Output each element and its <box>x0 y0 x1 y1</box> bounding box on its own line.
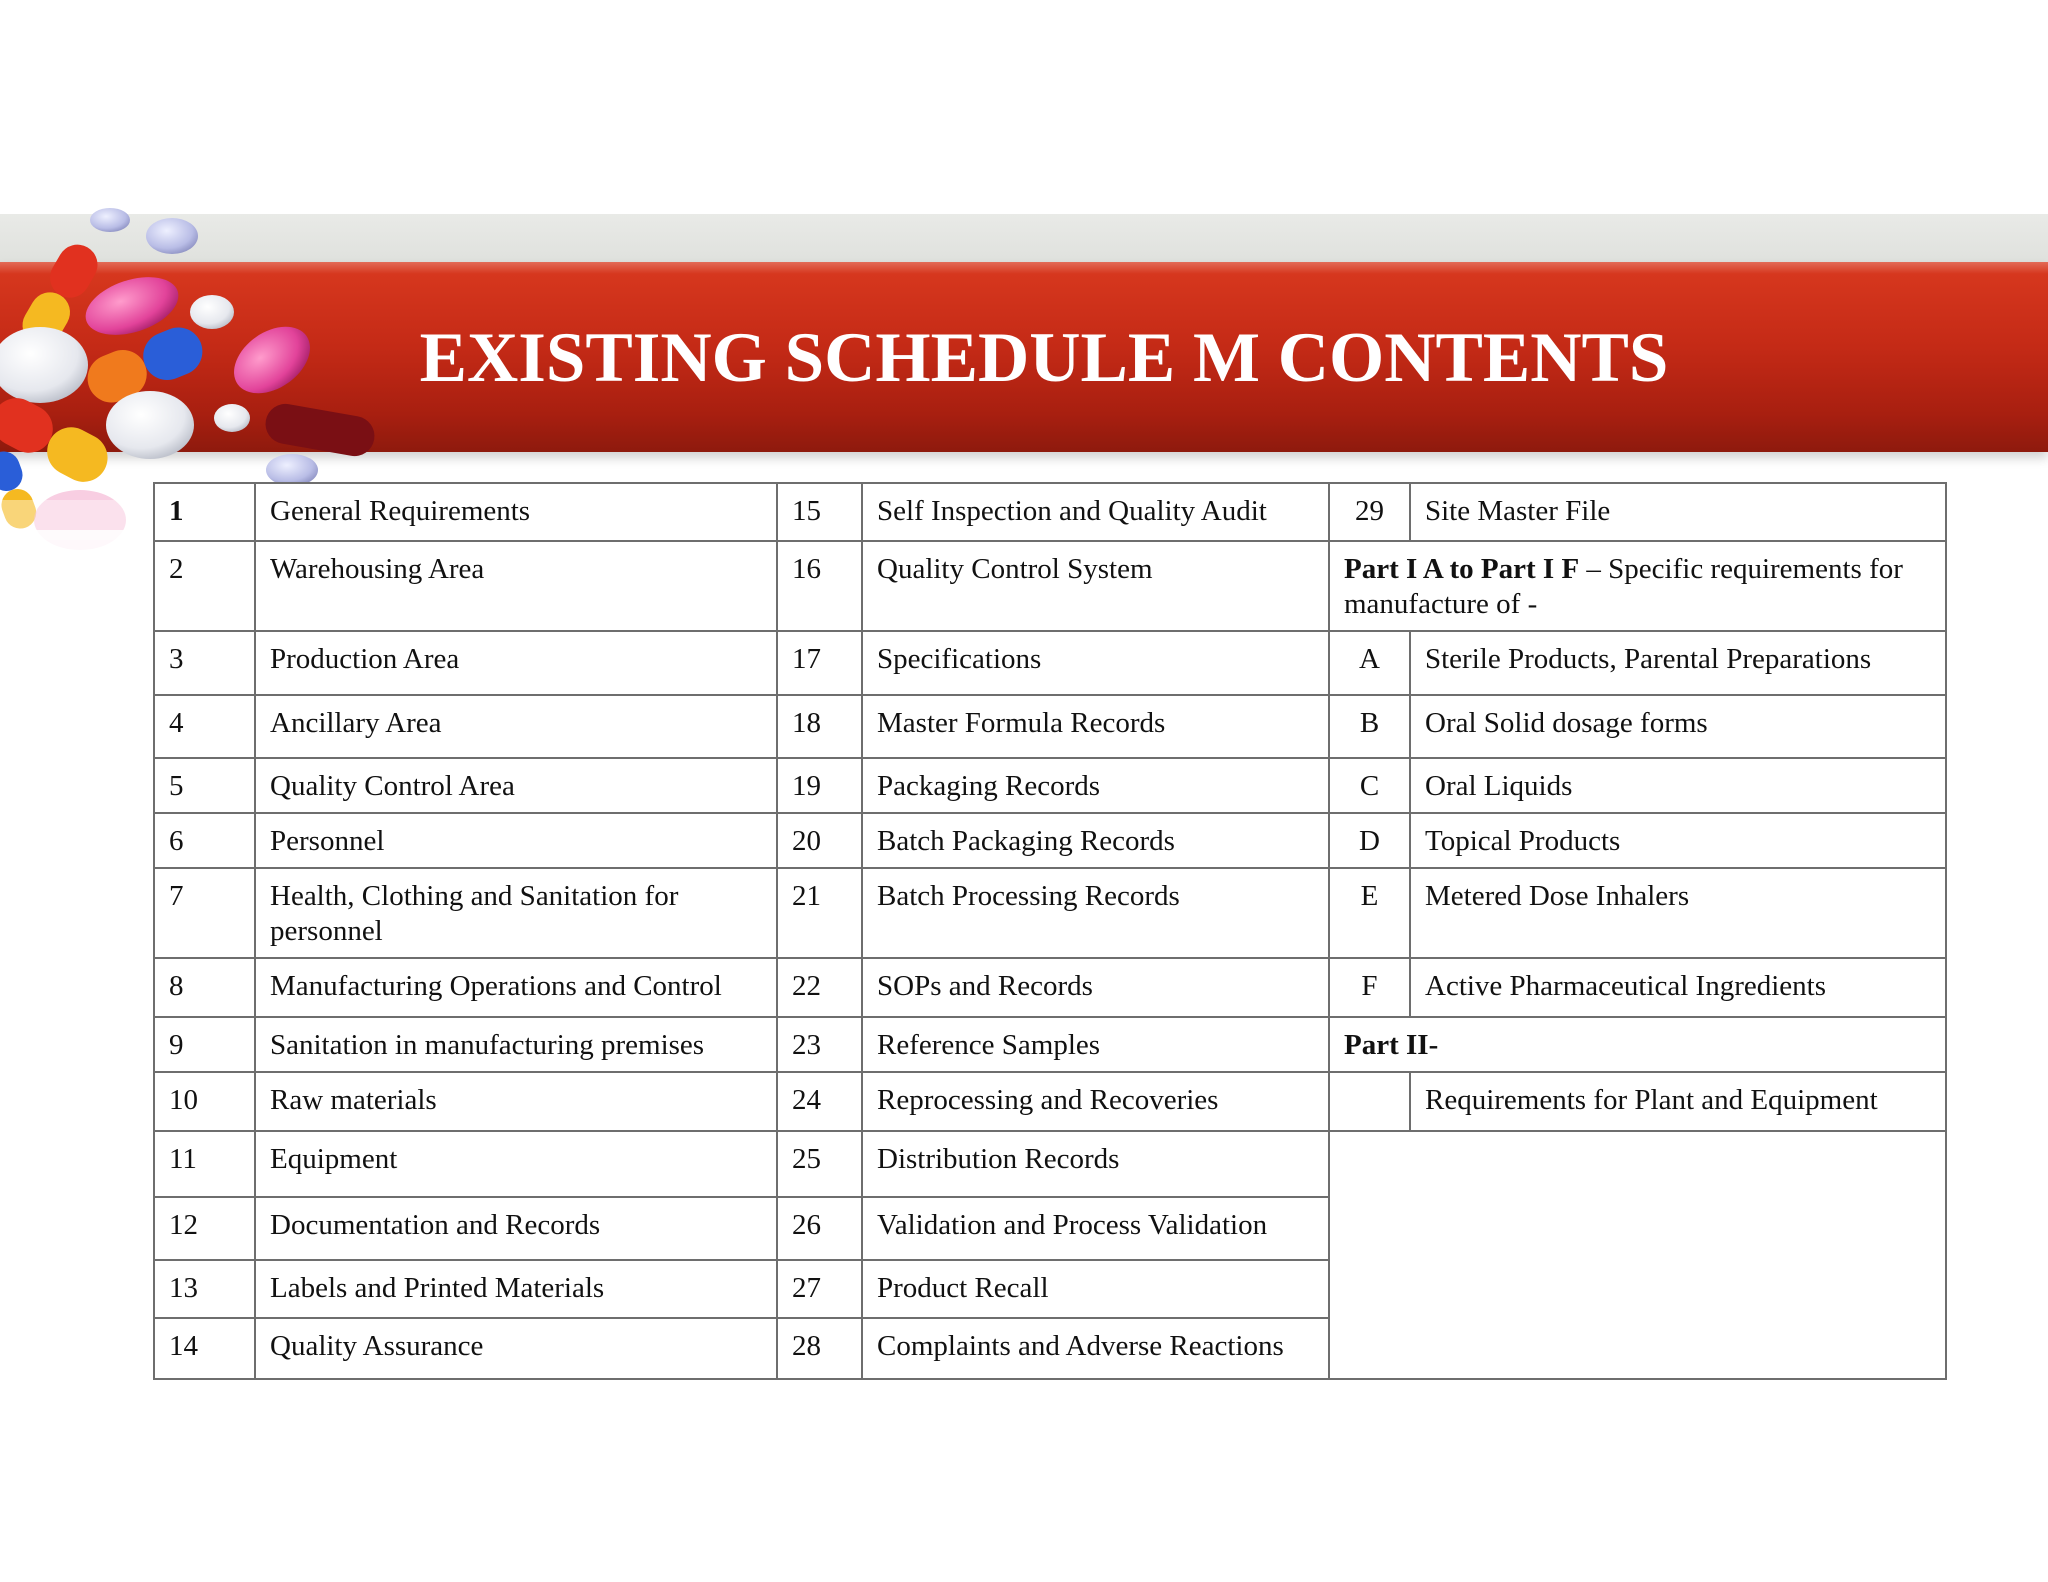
row-title: Specifications <box>862 631 1329 695</box>
row-number: 24 <box>777 1072 862 1131</box>
row-number: 5 <box>154 758 255 813</box>
part-letter: B <box>1329 695 1410 758</box>
part-one-heading-rest: – Specific requirements for manufacture of - <box>1344 553 1903 620</box>
table-row <box>154 1017 1946 1072</box>
row-title: SOPs and Records <box>862 958 1329 1017</box>
row-number: 6 <box>154 813 255 868</box>
row-title: Batch Processing Records <box>862 868 1329 958</box>
row-number: 25 <box>777 1131 862 1197</box>
table-row <box>154 1072 1946 1131</box>
row-number: 23 <box>777 1017 862 1072</box>
row-number: 13 <box>154 1260 255 1318</box>
row-number: 19 <box>777 758 862 813</box>
part-letter: F <box>1329 958 1410 1017</box>
row-number: 12 <box>154 1197 255 1260</box>
table-row <box>154 483 1946 541</box>
schedule-contents-table <box>153 482 1947 1380</box>
part-letter: C <box>1329 758 1410 813</box>
row-title: General Requirements <box>255 483 777 541</box>
row-number: 28 <box>777 1318 862 1379</box>
row-number: 21 <box>777 868 862 958</box>
row-number: 17 <box>777 631 862 695</box>
row-title: Equipment <box>255 1131 777 1197</box>
row-title: Reprocessing and Recoveries <box>862 1072 1329 1131</box>
row-title: Complaints and Adverse Reactions <box>862 1318 1329 1379</box>
row-number: 7 <box>154 868 255 958</box>
row-title: Batch Packaging Records <box>862 813 1329 868</box>
row-title: Manufacturing Operations and Control <box>255 958 777 1017</box>
part-letter: E <box>1329 868 1410 958</box>
row-title: Self Inspection and Quality Audit <box>862 483 1329 541</box>
row-title: Distribution Records <box>862 1131 1329 1197</box>
row-number: 27 <box>777 1260 862 1318</box>
row-number: 9 <box>154 1017 255 1072</box>
row-title: Raw materials <box>255 1072 777 1131</box>
row-title: Site Master File <box>1410 483 1946 541</box>
row-title: Sanitation in manufacturing premises <box>255 1017 777 1072</box>
row-number: 20 <box>777 813 862 868</box>
row-number: 29 <box>1329 483 1410 541</box>
row-title: Warehousing Area <box>255 541 777 631</box>
row-number: 18 <box>777 695 862 758</box>
table-row <box>154 631 1946 695</box>
part-one-heading-bold: Part I A to Part I F <box>1344 553 1580 585</box>
row-title: Health, Clothing and Sanitation for personnel <box>255 868 777 958</box>
row-title: Validation and Process Validation <box>862 1197 1329 1260</box>
row-title: Metered Dose Inhalers <box>1410 868 1946 958</box>
row-number: 11 <box>154 1131 255 1197</box>
row-number: 1 <box>154 483 255 541</box>
empty-cell <box>1329 1131 1946 1379</box>
part-letter: A <box>1329 631 1410 695</box>
row-title: Topical Products <box>1410 813 1946 868</box>
row-number: 10 <box>154 1072 255 1131</box>
row-title: Reference Samples <box>862 1017 1329 1072</box>
row-number: 22 <box>777 958 862 1017</box>
row-title: Master Formula Records <box>862 695 1329 758</box>
table-row <box>154 813 1946 868</box>
part-two-heading: Part II- <box>1329 1017 1946 1072</box>
part-letter: D <box>1329 813 1410 868</box>
row-number: 8 <box>154 958 255 1017</box>
table-row <box>154 695 1946 758</box>
row-title: Packaging Records <box>862 758 1329 813</box>
table-row <box>154 958 1946 1017</box>
table-row <box>154 1131 1946 1197</box>
row-title: Product Recall <box>862 1260 1329 1318</box>
row-title: Ancillary Area <box>255 695 777 758</box>
row-number: 14 <box>154 1318 255 1379</box>
table-row <box>154 868 1946 958</box>
row-number: 15 <box>777 483 862 541</box>
row-title: Oral Liquids <box>1410 758 1946 813</box>
row-title: Documentation and Records <box>255 1197 777 1260</box>
row-title: Quality Control Area <box>255 758 777 813</box>
row-number: 3 <box>154 631 255 695</box>
row-title: Production Area <box>255 631 777 695</box>
row-number: 2 <box>154 541 255 631</box>
row-title: Quality Assurance <box>255 1318 777 1379</box>
row-title: Personnel <box>255 813 777 868</box>
row-title: Requirements for Plant and Equipment <box>1410 1072 1946 1131</box>
table-row <box>154 758 1946 813</box>
row-title: Labels and Printed Materials <box>255 1260 777 1318</box>
row-number: 4 <box>154 695 255 758</box>
part-letter <box>1329 1072 1410 1131</box>
row-number: 16 <box>777 541 862 631</box>
row-title: Quality Control System <box>862 541 1329 631</box>
row-number: 26 <box>777 1197 862 1260</box>
row-title: Active Pharmaceutical Ingredients <box>1410 958 1946 1017</box>
row-title: Sterile Products, Parental Preparations <box>1410 631 1946 695</box>
part-one-heading <box>1329 541 1946 631</box>
row-title: Oral Solid dosage forms <box>1410 695 1946 758</box>
table-row <box>154 541 1946 631</box>
slide-title: EXISTING SCHEDULE M CONTENTS <box>419 319 1669 397</box>
